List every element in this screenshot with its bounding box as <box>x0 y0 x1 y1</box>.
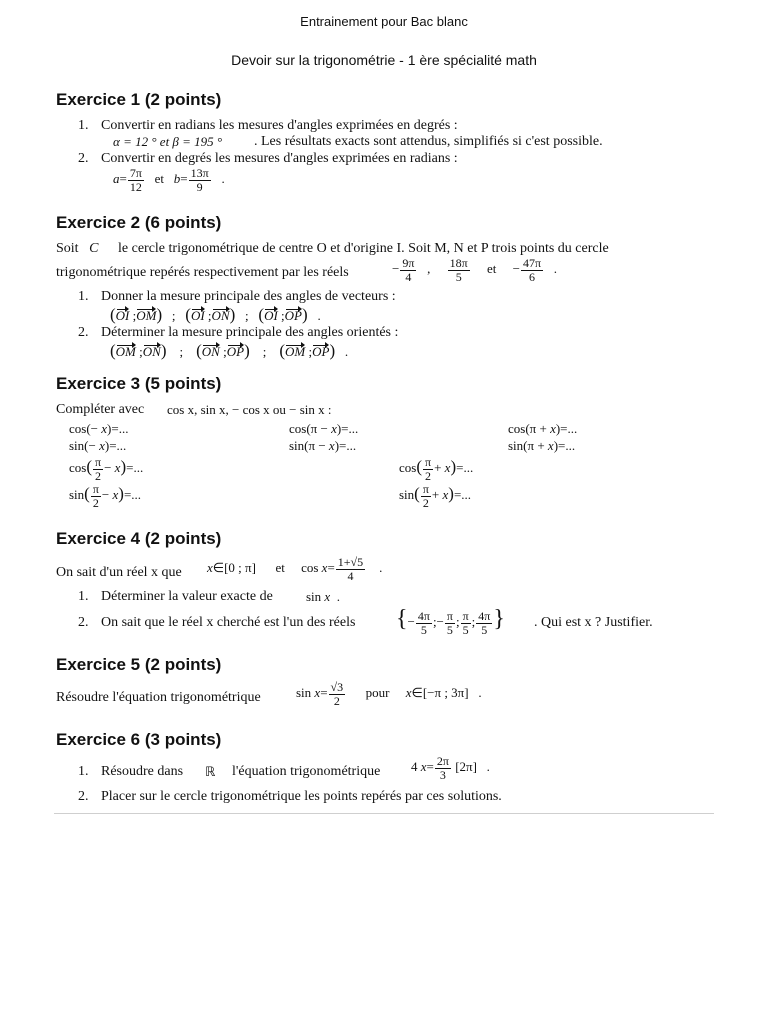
ex3-item: cos( $\frac{\pi}{2}$ − x)=... <box>69 455 144 483</box>
ex4-q1-math: sin x . <box>306 589 340 604</box>
ex6-q1-b: l'équation trigonométrique <box>232 764 381 779</box>
ex2-intro-1: le cercle trigonométrique de centre O et d'origine I. Soit M, N et P trois points du cercle <box>118 241 609 256</box>
ex1-q1-num: 1. <box>78 118 89 133</box>
ex3-item: cos(− x)=... <box>69 421 129 436</box>
ex3-item: cos(π + x)=... <box>508 421 578 436</box>
ex1-q2: Convertir en degrés les mesures d'angles exprimées en radians : <box>101 151 458 166</box>
ex4-q1-num: 1. <box>78 589 89 604</box>
ex4-q1: Déterminer la valeur exacte de <box>101 589 273 604</box>
ex4-q2-end: . Qui est x ? Justifier. <box>534 615 653 630</box>
real-numbers-symbol: ℝ <box>205 764 216 779</box>
ex2-q1-num: 1. <box>78 289 89 304</box>
ex6-title: Exercice 6 (3 points) <box>56 730 222 749</box>
ex3-funcs: cos x, sin x, − cos x ou − sin x : <box>167 402 332 417</box>
ex3-item: sin( $\frac{\pi}{2}$ + x)=... <box>399 482 472 510</box>
ex3-item: cos(π − x)=... <box>289 421 359 436</box>
ex5-intro: Résoudre l'équation trigonométrique <box>56 690 261 705</box>
ex1-q2-math: a= $\frac{7\pi}{12}$ et b= $\frac{13\pi}{9}$ . <box>113 166 225 194</box>
ex2-intro-2: trigonométrique repérés respectivement par les réels <box>56 265 349 280</box>
ex3-item: cos( $\frac{\pi}{2}$ + x)=... <box>399 455 474 483</box>
ex2-q1-angles: (OI ;OM) ; (OI ;ON) ; (OI ;OP) . <box>110 305 321 324</box>
ex3-item: sin(π + x)=... <box>508 438 576 453</box>
ex4-condition: x∈[0 ; π] et cos x= $\frac{1+√5}{4}$ . <box>207 555 383 583</box>
ex3-title: Exercice 3 (5 points) <box>56 374 222 393</box>
ex6-q1-num: 1. <box>78 764 89 779</box>
ex6-q2: Placer sur le cercle trigonométrique les points repérés par ces solutions. <box>101 789 502 804</box>
ex4-q2-num: 2. <box>78 615 89 630</box>
ex3-item: sin(− x)=... <box>69 438 127 453</box>
ex5-equation: sin x= $\frac{√3}{2}$ pour x∈[−π ; 3π] . <box>296 680 482 708</box>
ex2-q2-num: 2. <box>78 325 89 340</box>
ex1-q1-values: α = 12 ° et β = 195 ° <box>113 134 223 149</box>
ex3-item: sin( $\frac{\pi}{2}$ − x)=... <box>69 482 142 510</box>
ex1-title: Exercice 1 (2 points) <box>56 90 222 109</box>
ex3-item: sin(π − x)=... <box>289 438 357 453</box>
ex5-title: Exercice 5 (2 points) <box>56 655 222 674</box>
ex2-title: Exercice 2 (6 points) <box>56 213 222 232</box>
ex6-q1: Résoudre dans <box>101 764 184 779</box>
ex2-q2: Déterminer la mesure principale des angles orientés : <box>101 325 399 340</box>
ex6-q2-num: 2. <box>78 789 89 804</box>
ex1-q1: Convertir en radians les mesures d'angles exprimées en degrés : <box>101 118 458 133</box>
ex4-title: Exercice 4 (2 points) <box>56 529 222 548</box>
page-title: Devoir sur la trigonométrie - 1 ère spécialité math <box>231 52 537 68</box>
ex4-intro: On sait d'un réel x que <box>56 565 182 580</box>
ex2-soit: Soit C <box>56 241 99 256</box>
ex4-q2-set: {− $\frac{4\pi}{5}$ ;− $\frac{\pi}{5}$ ; $\frac{\pi}{5}$ ; $\frac{4\pi}{5}$ } <box>396 606 505 637</box>
ex2-q1: Donner la mesure principale des angles de vecteurs : <box>101 289 396 304</box>
ex4-q2: On sait que le réel x cherché est l'un des réels <box>101 615 356 630</box>
header-top: Entrainement pour Bac blanc <box>300 14 468 29</box>
ex6-equation: 4 x= $\frac{2\pi}{3}$ [2π] . <box>411 754 490 782</box>
bottom-divider <box>54 813 714 814</box>
ex2-reals: − $\frac{9\pi}{4}$ , $\frac{18\pi}{5}$ et − $\frac{47\pi}{6}$ . <box>392 256 557 284</box>
ex2-q2-angles: (OM ;ON) ; (ON ;OP) ; (OM ;OP) . <box>110 341 349 360</box>
ex3-intro: Compléter avec <box>56 402 145 417</box>
ex1-q1-note: . Les résultats exacts sont attendus, simplifiés si c'est possible. <box>254 134 603 149</box>
ex1-q2-num: 2. <box>78 151 89 166</box>
